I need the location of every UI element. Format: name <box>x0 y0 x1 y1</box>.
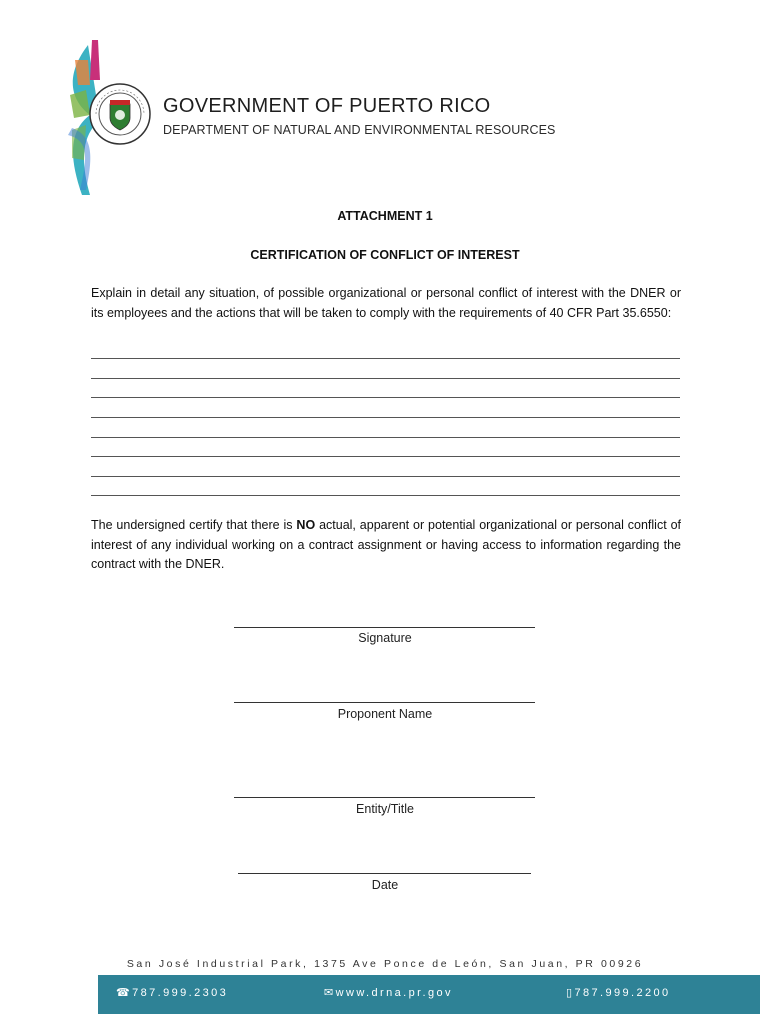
department-name: DEPARTMENT OF NATURAL AND ENVIRONMENTAL RESOURCES <box>163 123 556 137</box>
footer-fax: ▯787.999.2200 <box>566 987 671 999</box>
writing-line[interactable] <box>91 417 680 418</box>
date-line[interactable] <box>238 873 531 874</box>
date-label: Date <box>371 878 399 892</box>
writing-line[interactable] <box>91 437 680 438</box>
document-title: CERTIFICATION OF CONFLICT OF INTEREST <box>250 248 520 262</box>
government-name: GOVERNMENT OF PUERTO RICO <box>163 95 491 117</box>
emphasis-no: NO <box>296 518 316 532</box>
writing-line[interactable] <box>91 495 680 496</box>
organization-header <box>163 95 555 137</box>
signature-line[interactable] <box>234 627 535 628</box>
writing-line[interactable] <box>91 456 680 457</box>
proponent-name-line[interactable] <box>234 702 535 703</box>
signature-label: Signature <box>358 631 412 645</box>
entity-title-label: Entity/Title <box>356 802 414 816</box>
proponent-name-label: Proponent Name <box>337 707 433 721</box>
writing-line[interactable] <box>91 476 680 477</box>
footer-address: San José Industrial Park, 1375 Ave Ponce de León, San Juan, PR 00926 <box>126 958 644 970</box>
footer-bar <box>98 975 760 1014</box>
fax-icon: ▯ <box>566 987 575 999</box>
writing-line[interactable] <box>91 358 680 359</box>
writing-line[interactable] <box>91 378 680 379</box>
instructions-text: Explain in detail any situation, of possible organizational or personal conflict of interest with the DNER or its employees and the actions that will be taken to comply with the requirements of 40 CFR Part 35.6550: <box>91 286 681 320</box>
mouse-icon: ✉ <box>324 987 336 999</box>
attachment-label: ATTACHMENT 1 <box>337 209 433 223</box>
entity-title-line[interactable] <box>234 797 535 798</box>
footer-phone: ☎787.999.2303 <box>116 987 229 999</box>
footer-website: ✉www.drna.pr.gov <box>324 987 453 999</box>
certification-text: The undersigned certify that there is NO actual, apparent or potential organizational or personal conflict of interest of any individual working on a contract assignment or having access to information regarding the contract with the DNER. <box>91 518 681 571</box>
writing-line[interactable] <box>91 397 680 398</box>
phone-icon: ☎ <box>116 987 133 999</box>
seal-icon <box>88 82 152 146</box>
